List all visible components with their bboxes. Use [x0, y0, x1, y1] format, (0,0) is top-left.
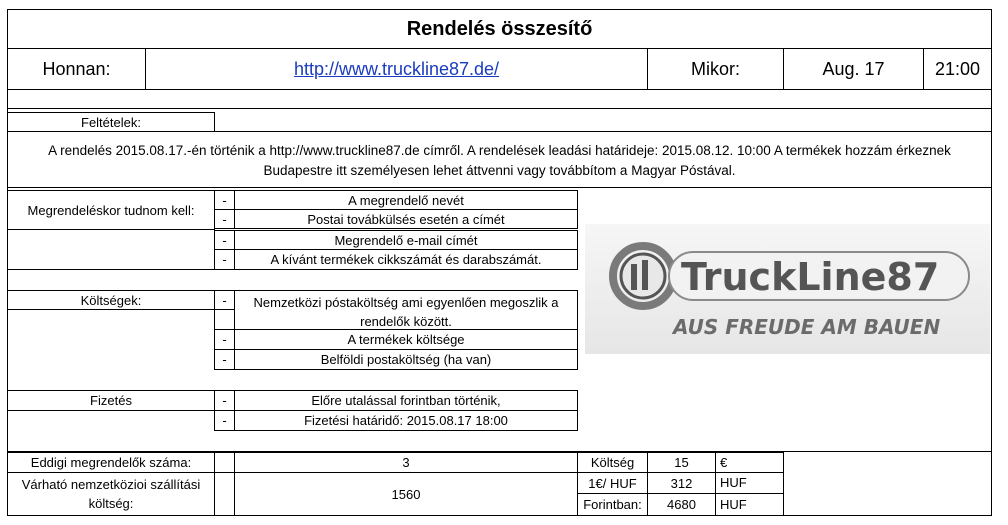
- rate-label: 1€/ HUF: [577, 472, 648, 494]
- costs-item-3: Belföldi postaköltség (ha van): [234, 349, 578, 370]
- forint-label: Forintban:: [577, 493, 648, 516]
- dash: -: [214, 230, 235, 250]
- payment-label: Fizetés: [7, 390, 215, 411]
- conditions-label: Feltételek:: [7, 112, 215, 132]
- dash: -: [214, 410, 235, 431]
- costs-item-1-line-2: rendelők között.: [360, 314, 452, 329]
- order-info-item-1: A megrendelő nevét: [234, 190, 578, 210]
- dash-spacer: [214, 309, 235, 330]
- conditions-text: [7, 141, 992, 181]
- payment-item-2: Fizetési határidő: 2015.08.17 18:00: [234, 410, 578, 431]
- order-info-spacer: [7, 229, 215, 270]
- cost-value: 15: [647, 452, 716, 473]
- rate-value: 312: [647, 472, 716, 494]
- shipping-label: [7, 472, 215, 516]
- forint-value: 4680: [647, 493, 716, 516]
- costs-item-2: A termékek költsége: [234, 329, 578, 350]
- conditions-divider: [7, 131, 992, 132]
- dash: -: [214, 349, 235, 370]
- shipping-spacer: [214, 472, 235, 516]
- when-label: Mikor:: [647, 48, 784, 90]
- order-info-item-4: A kívánt termékek cikkszámát és darabszámát.: [234, 249, 578, 270]
- truckline-logo: [585, 224, 990, 354]
- payment-item-1: Előre utalással forintban történik,: [234, 390, 578, 411]
- costs-label: Költségek:: [7, 290, 215, 310]
- costs-item-1: [234, 290, 578, 330]
- orderers-label: Eddigi megrendelők száma:: [7, 452, 215, 473]
- order-info-item-2: Postai továbkülsés esetén a címét: [234, 209, 578, 229]
- conditions-line-2: Budapestre itt személyesen lehet áttvenni vagy továbbítom a Magyar Póstával.: [263, 163, 736, 178]
- order-date: Aug. 17: [783, 48, 924, 90]
- order-info-label: Megrendeléskor tudnom kell:: [7, 190, 215, 230]
- logo-slogan: AUS FREUDE AM BAUEN: [673, 315, 941, 339]
- dash: -: [214, 290, 235, 310]
- dash: -: [214, 329, 235, 350]
- shipping-value: 1560: [234, 472, 578, 516]
- order-info-item-3: Megrendelő e-mail címét: [234, 230, 578, 250]
- dash: -: [214, 190, 235, 210]
- rate-unit: HUF: [715, 472, 784, 494]
- conditions-bottom-divider: [7, 187, 992, 188]
- logo-name: TruckLine87: [681, 255, 940, 299]
- logo-bar-right: [642, 260, 648, 290]
- dash: -: [214, 249, 235, 270]
- source-url-link[interactable]: http://www.truckline87.de/: [293, 58, 500, 79]
- orderers-value: 3: [234, 452, 578, 473]
- cost-unit: €: [715, 452, 784, 473]
- row-divider: [7, 108, 992, 109]
- from-label: Honnan:: [7, 48, 146, 90]
- dash: -: [214, 209, 235, 229]
- forint-unit: HUF: [715, 493, 784, 516]
- cost-label: Költség: [577, 452, 648, 473]
- logo-bar-left: [631, 264, 637, 290]
- costs-item-1-line-1: Nemzetközi póstaköltség ami egyenlően megoszlik a: [253, 295, 559, 310]
- order-time: 21:00: [923, 48, 992, 90]
- dash: -: [214, 390, 235, 411]
- shipping-label-line-2: költség:: [88, 496, 134, 511]
- orderers-spacer: [214, 452, 235, 473]
- truckline-logo-graphic: [585, 224, 990, 354]
- source-url-cell: [145, 48, 648, 90]
- conditions-line-1: A rendelés 2015.08.17.-én történik a http://www.truckline87.de címről. A rendelések leadási határideje: 2015.08.12. 10:00 A termékek hozzám érkeznek: [48, 143, 951, 158]
- page-title: Rendelés összesítő: [7, 9, 992, 49]
- shipping-label-line-1: Várható nemzetközioi szállítási: [21, 477, 201, 492]
